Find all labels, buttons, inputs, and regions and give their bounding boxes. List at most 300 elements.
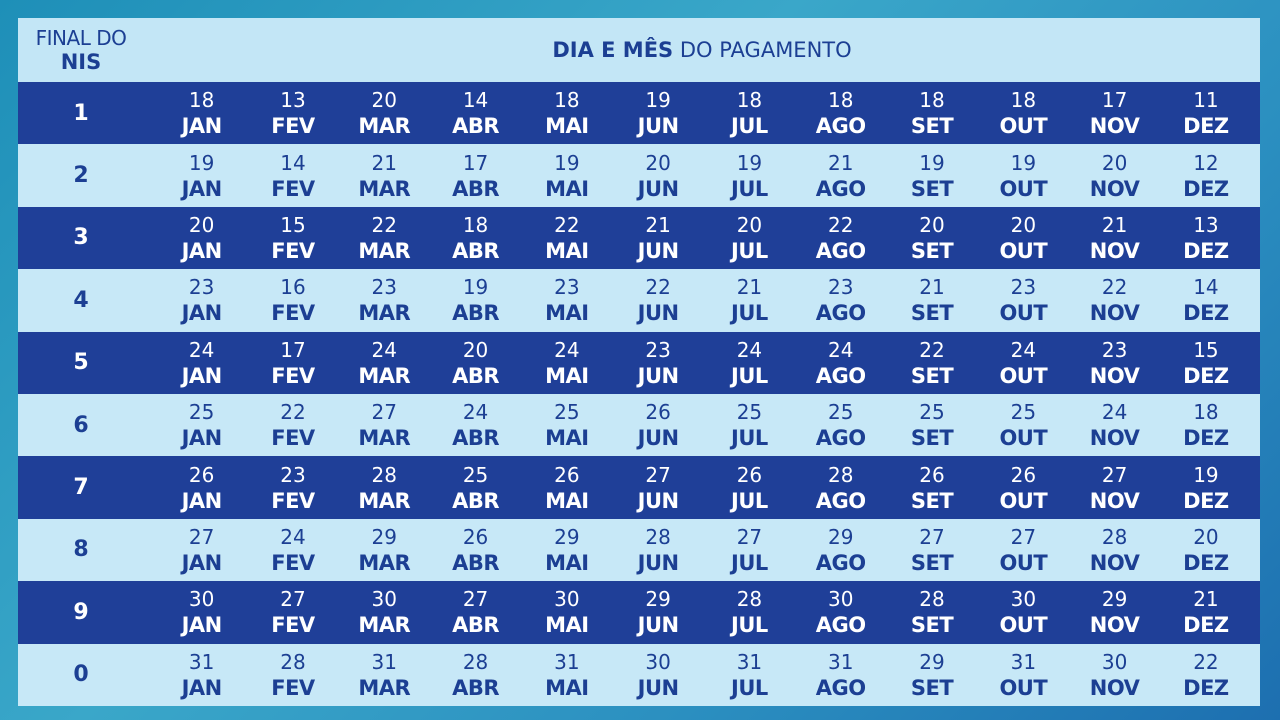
payment-date-cell: [521, 524, 612, 576]
payment-date-cell: [247, 399, 338, 451]
payment-date-cell: [704, 87, 795, 139]
table-row: [18, 269, 1260, 331]
payment-day: 19: [1010, 150, 1037, 175]
payment-date-cell: [1160, 649, 1251, 701]
payment-month: JUL: [731, 488, 768, 513]
payment-month: MAR: [358, 613, 411, 638]
payment-day: 17: [462, 150, 489, 175]
payment-date-cell: [339, 462, 430, 514]
nis-final-digit: 3: [73, 225, 89, 251]
payment-month: MAR: [358, 426, 411, 451]
payment-date-cell: [795, 87, 886, 139]
payment-date-cell: [430, 524, 521, 576]
payment-date-cell: [430, 150, 521, 202]
payment-date-cell: [612, 337, 703, 389]
payment-day: 19: [1193, 462, 1219, 487]
payment-date-cell: [612, 212, 703, 264]
payment-day: 28: [736, 587, 763, 612]
payment-date-cell: [1160, 586, 1251, 638]
payment-day: 30: [828, 587, 854, 612]
payment-date-cell: [156, 586, 247, 638]
payment-day: 27: [462, 587, 489, 612]
payment-month: FEV: [271, 426, 315, 451]
payment-day: 20: [736, 212, 763, 237]
payment-month: MAR: [358, 238, 411, 263]
payment-date-cell: [247, 524, 338, 576]
payment-month: DEZ: [1183, 426, 1229, 451]
payment-date-cell: [978, 399, 1069, 451]
payment-date-cell: [430, 274, 521, 326]
payment-month: DEZ: [1183, 613, 1229, 638]
payment-day: 24: [280, 524, 306, 549]
payment-month: DEZ: [1183, 363, 1229, 388]
payment-date-cell: [1069, 337, 1160, 389]
payment-day: 24: [188, 337, 215, 362]
payment-day: 18: [736, 88, 763, 113]
table-row: [18, 144, 1260, 206]
payment-month: MAI: [545, 301, 589, 326]
payment-day: 25: [828, 400, 854, 425]
payment-month: JAN: [181, 426, 222, 451]
payment-month: SET: [910, 238, 954, 263]
payment-date-cell: [156, 337, 247, 389]
payment-month: MAR: [358, 363, 411, 388]
payment-month: ABR: [452, 301, 499, 326]
payment-date-cell: [430, 462, 521, 514]
payment-date-cell: [795, 212, 886, 264]
payment-date-cell: [1069, 87, 1160, 139]
payment-month: JAN: [181, 114, 222, 139]
payment-month: AGO: [815, 613, 866, 638]
row-dates: [144, 150, 1260, 202]
payment-day: 26: [462, 524, 489, 549]
payment-month: ABR: [452, 488, 499, 513]
payment-date-cell: [339, 87, 430, 139]
payment-day: 30: [1101, 649, 1128, 674]
payment-date-cell: [1160, 524, 1251, 576]
payment-day: 18: [1010, 88, 1037, 113]
payment-month: SET: [910, 114, 954, 139]
payment-date-cell: [978, 649, 1069, 701]
payment-date-cell: [156, 212, 247, 264]
payment-date-cell: [978, 212, 1069, 264]
payment-day: 30: [645, 649, 671, 674]
payment-calendar-table: [18, 18, 1260, 706]
payment-day: 25: [1010, 400, 1037, 425]
payment-month: FEV: [271, 301, 315, 326]
payment-day: 26: [554, 462, 580, 487]
payment-month: AGO: [815, 301, 866, 326]
payment-date-cell: [247, 649, 338, 701]
payment-month: JUL: [731, 114, 768, 139]
payment-month: SET: [910, 176, 954, 201]
payment-month: JUN: [637, 176, 679, 201]
payment-day: 30: [554, 587, 580, 612]
payment-month: SET: [910, 488, 954, 513]
payment-month: AGO: [815, 426, 866, 451]
payment-month: OUT: [999, 114, 1048, 139]
payment-date-cell: [521, 399, 612, 451]
payment-month: AGO: [815, 550, 866, 575]
payment-day: 19: [462, 275, 489, 300]
payment-day: 24: [554, 337, 580, 362]
payment-date-cell: [521, 337, 612, 389]
payment-month: OUT: [999, 613, 1048, 638]
payment-day: 26: [1010, 462, 1037, 487]
payment-date-cell: [795, 399, 886, 451]
payment-date-cell: [612, 87, 703, 139]
payment-day: 28: [1101, 524, 1128, 549]
payment-date-cell: [247, 212, 338, 264]
payment-date-cell: [339, 399, 430, 451]
payment-day: 27: [645, 462, 671, 487]
payment-month: AGO: [815, 176, 866, 201]
payment-day: 19: [188, 150, 215, 175]
payment-date-cell: [339, 150, 430, 202]
payment-date-cell: [1069, 399, 1160, 451]
payment-month: JAN: [181, 550, 222, 575]
payment-day: 21: [919, 275, 945, 300]
payment-month: NOV: [1089, 613, 1140, 638]
payment-day: 21: [828, 150, 854, 175]
payment-month: FEV: [271, 238, 315, 263]
payment-date-cell: [704, 212, 795, 264]
payment-month: ABR: [452, 550, 499, 575]
final-nis-header-bottom: NIS: [60, 50, 102, 74]
payment-month: OUT: [999, 675, 1048, 700]
payment-day: 25: [462, 462, 489, 487]
payment-date-cell: [978, 524, 1069, 576]
payment-date-cell: [1160, 212, 1251, 264]
payment-date-cell: [795, 150, 886, 202]
payment-day: 14: [1193, 275, 1219, 300]
payment-date-cell: [612, 399, 703, 451]
payment-day: 27: [371, 400, 397, 425]
payment-date-cell: [612, 649, 703, 701]
payment-date-cell: [886, 212, 977, 264]
table-row: [18, 644, 1260, 706]
payment-date-cell: [1069, 649, 1160, 701]
payment-day: 19: [554, 150, 580, 175]
row-dates: [144, 337, 1260, 389]
payment-day: 20: [371, 88, 397, 113]
payment-day: 27: [1101, 462, 1128, 487]
payment-month: JUN: [637, 114, 679, 139]
payment-month: JAN: [181, 238, 222, 263]
payment-day: 17: [1101, 88, 1128, 113]
payment-day: 25: [554, 400, 580, 425]
payment-month: OUT: [999, 426, 1048, 451]
payment-day: 18: [188, 88, 215, 113]
payment-date-cell: [339, 524, 430, 576]
payment-date-cell: [156, 87, 247, 139]
payment-date-cell: [339, 274, 430, 326]
payment-date-cell: [704, 649, 795, 701]
payment-day: 23: [188, 275, 215, 300]
payment-month: MAI: [545, 613, 589, 638]
table-row: [18, 581, 1260, 643]
payment-date-cell: [430, 212, 521, 264]
payment-date-cell: [1069, 150, 1160, 202]
payment-date-cell: [978, 586, 1069, 638]
payment-month: JUL: [731, 550, 768, 575]
payment-day: 31: [371, 649, 397, 674]
payment-date-cell: [1069, 586, 1160, 638]
payment-date-cell: [156, 649, 247, 701]
payment-day: 23: [280, 462, 306, 487]
payment-month: MAI: [545, 550, 589, 575]
payment-month: JUN: [637, 426, 679, 451]
payment-day: 22: [919, 337, 945, 362]
payment-date-cell: [612, 150, 703, 202]
payment-date-cell: [978, 87, 1069, 139]
payment-day: 18: [828, 88, 854, 113]
payment-month: JUN: [637, 488, 679, 513]
payment-month: NOV: [1089, 301, 1140, 326]
payment-month: NOV: [1089, 426, 1140, 451]
nis-final-digit: 8: [73, 537, 89, 563]
payment-month: MAR: [358, 675, 411, 700]
payment-month: FEV: [271, 675, 315, 700]
payment-day: 31: [554, 649, 580, 674]
payment-day: 20: [188, 212, 215, 237]
payment-month: MAI: [545, 363, 589, 388]
payment-day: 21: [736, 275, 763, 300]
payment-date-cell: [1069, 274, 1160, 326]
payment-day: 20: [1101, 150, 1128, 175]
payment-day: 13: [1193, 212, 1219, 237]
payment-month: AGO: [815, 488, 866, 513]
payment-date-cell: [339, 337, 430, 389]
payment-day: 23: [645, 337, 671, 362]
payment-day: 16: [280, 275, 306, 300]
payment-month: JUN: [637, 613, 679, 638]
payment-day: 21: [1193, 587, 1219, 612]
payment-month: NOV: [1089, 675, 1140, 700]
payment-month: AGO: [815, 363, 866, 388]
payment-day: 19: [919, 150, 945, 175]
payment-month: NOV: [1089, 488, 1140, 513]
payment-date-cell: [704, 274, 795, 326]
payment-month: MAR: [358, 488, 411, 513]
payment-date-cell: [795, 462, 886, 514]
payment-date-cell: [1160, 274, 1251, 326]
table-row: [18, 394, 1260, 456]
payment-date-cell: [521, 462, 612, 514]
payment-date-cell: [978, 337, 1069, 389]
payment-month: JUN: [637, 550, 679, 575]
payment-day: 27: [188, 524, 215, 549]
row-dates: [144, 274, 1260, 326]
payment-date-cell: [795, 649, 886, 701]
nis-final-digit: 6: [73, 412, 89, 438]
payment-date-cell: [430, 337, 521, 389]
payment-month: ABR: [452, 176, 499, 201]
payment-date-cell: [1160, 399, 1251, 451]
payment-date-cell: [978, 274, 1069, 326]
payment-date-cell: [795, 337, 886, 389]
payment-month: AGO: [815, 114, 866, 139]
payment-day: 24: [1101, 400, 1128, 425]
payment-day: 22: [554, 212, 580, 237]
payment-date-cell: [247, 87, 338, 139]
payment-date-cell: [704, 462, 795, 514]
payment-month: JUL: [731, 426, 768, 451]
payment-date-cell: [156, 150, 247, 202]
payment-day: 29: [919, 649, 945, 674]
payment-date-cell: [521, 274, 612, 326]
payment-day: 23: [1010, 275, 1037, 300]
payment-month: FEV: [271, 488, 315, 513]
nis-final-digit: 4: [73, 287, 89, 313]
payment-month: DEZ: [1183, 550, 1229, 575]
payment-month: SET: [910, 301, 954, 326]
payment-day: 17: [280, 337, 306, 362]
payment-month: SET: [910, 675, 954, 700]
payment-day: 25: [919, 400, 945, 425]
row-dates: [144, 212, 1260, 264]
table-row: [18, 456, 1260, 518]
payment-month: OUT: [999, 176, 1048, 201]
payment-date-cell: [795, 586, 886, 638]
payment-day: 22: [371, 212, 397, 237]
payment-day: 29: [371, 524, 397, 549]
final-nis-header: [18, 26, 144, 74]
payment-day: 26: [188, 462, 215, 487]
payment-day: 20: [1193, 524, 1219, 549]
payment-day: 26: [919, 462, 945, 487]
payment-day: 24: [371, 337, 397, 362]
payment-month: JAN: [181, 176, 222, 201]
payment-month: JUN: [637, 238, 679, 263]
payment-month: AGO: [815, 238, 866, 263]
payment-day: 20: [1010, 212, 1037, 237]
row-dates: [144, 87, 1260, 139]
payment-day: 23: [1101, 337, 1128, 362]
payment-date-cell: [886, 649, 977, 701]
payment-day: 30: [371, 587, 397, 612]
payment-day: 28: [645, 524, 671, 549]
payment-day: 19: [645, 88, 671, 113]
payment-date-cell: [521, 150, 612, 202]
payment-day: 20: [919, 212, 945, 237]
payment-date-cell: [156, 524, 247, 576]
payment-month: NOV: [1089, 176, 1140, 201]
payment-month: JAN: [181, 488, 222, 513]
payment-month: DEZ: [1183, 488, 1229, 513]
payment-day: 28: [919, 587, 945, 612]
payment-month: JAN: [181, 363, 222, 388]
payment-day: 29: [645, 587, 671, 612]
payment-date-cell: [521, 212, 612, 264]
payment-date-cell: [430, 399, 521, 451]
payment-month: SET: [910, 550, 954, 575]
payment-date-cell: [612, 524, 703, 576]
payment-date-cell: [156, 462, 247, 514]
nis-final-digit: 1: [73, 100, 89, 126]
payment-day: 30: [188, 587, 215, 612]
table-row: [18, 207, 1260, 269]
payment-month: ABR: [452, 238, 499, 263]
payment-day: 15: [280, 212, 306, 237]
payment-date-cell: [339, 586, 430, 638]
payment-date-cell: [339, 649, 430, 701]
payment-day: 27: [736, 524, 763, 549]
payment-date-cell: [795, 274, 886, 326]
payment-date-cell: [978, 150, 1069, 202]
payment-day: 31: [188, 649, 215, 674]
payment-month: DEZ: [1183, 675, 1229, 700]
payment-date-cell: [704, 337, 795, 389]
payment-date-header-strong: DIA E MÊS: [552, 38, 674, 62]
payment-day: 18: [554, 88, 580, 113]
final-nis-header-top: FINAL DO: [35, 26, 127, 50]
payment-month: MAR: [358, 114, 411, 139]
payment-month: NOV: [1089, 550, 1140, 575]
table-row: [18, 82, 1260, 144]
payment-day: 24: [828, 337, 854, 362]
payment-date-cell: [521, 87, 612, 139]
payment-date-cell: [886, 586, 977, 638]
payment-date-cell: [156, 274, 247, 326]
payment-date-cell: [1160, 150, 1251, 202]
payment-month: MAR: [358, 550, 411, 575]
payment-date-cell: [1069, 524, 1160, 576]
payment-month: MAI: [545, 675, 589, 700]
payment-day: 29: [828, 524, 854, 549]
payment-day: 27: [280, 587, 306, 612]
payment-month: DEZ: [1183, 301, 1229, 326]
payment-date-cell: [612, 586, 703, 638]
payment-day: 20: [645, 150, 671, 175]
payment-date-cell: [612, 274, 703, 326]
table-header: [18, 18, 1260, 82]
payment-day: 31: [1010, 649, 1037, 674]
payment-date-cell: [704, 524, 795, 576]
payment-month: FEV: [271, 613, 315, 638]
payment-date-cell: [704, 150, 795, 202]
payment-day: 18: [1193, 400, 1219, 425]
payment-day: 24: [462, 400, 489, 425]
payment-day: 24: [1010, 337, 1037, 362]
payment-date-cell: [521, 649, 612, 701]
payment-date-cell: [886, 399, 977, 451]
payment-day: 23: [371, 275, 397, 300]
payment-month: MAI: [545, 176, 589, 201]
payment-day: 21: [371, 150, 397, 175]
payment-day: 25: [736, 400, 763, 425]
payment-month: NOV: [1089, 363, 1140, 388]
payment-day: 22: [1193, 649, 1219, 674]
payment-date-cell: [978, 462, 1069, 514]
payment-month: DEZ: [1183, 176, 1229, 201]
payment-month: ABR: [452, 613, 499, 638]
payment-day: 14: [462, 88, 489, 113]
nis-final-digit: 7: [73, 475, 89, 501]
payment-month: OUT: [999, 550, 1048, 575]
payment-date-cell: [247, 462, 338, 514]
nis-final-digit: 0: [73, 662, 89, 688]
payment-month: ABR: [452, 426, 499, 451]
payment-month: MAR: [358, 176, 411, 201]
payment-month: SET: [910, 613, 954, 638]
payment-date-cell: [886, 150, 977, 202]
payment-day: 14: [280, 150, 306, 175]
payment-month: FEV: [271, 550, 315, 575]
payment-date-cell: [795, 524, 886, 576]
payment-day: 22: [645, 275, 671, 300]
payment-month: NOV: [1089, 238, 1140, 263]
